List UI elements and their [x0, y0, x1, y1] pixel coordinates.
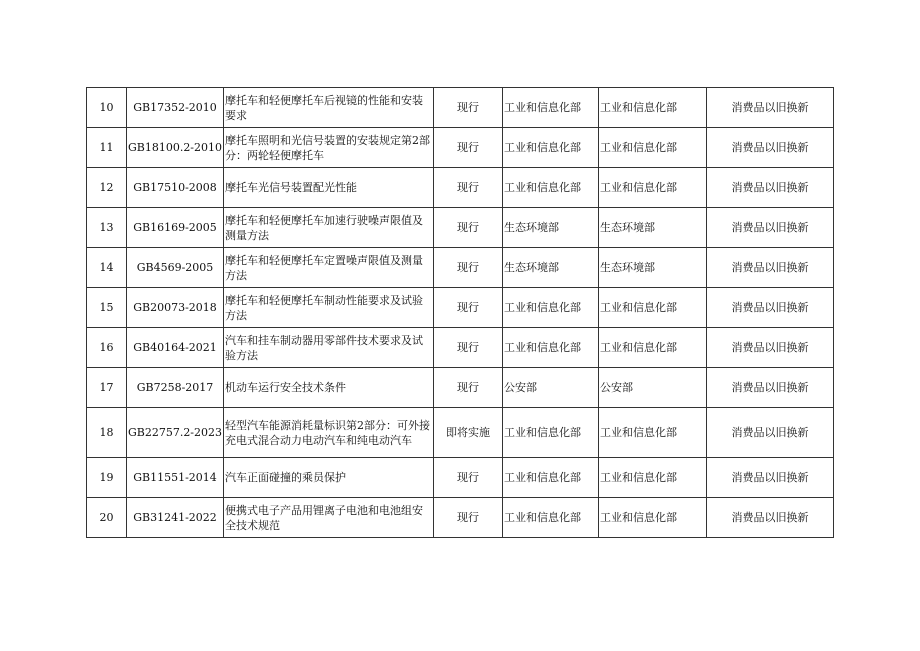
- table-row: [87, 248, 834, 288]
- program-category: 消费品以旧换新: [707, 498, 834, 538]
- standard-status: 现行: [434, 288, 503, 328]
- row-number: 13: [87, 208, 127, 248]
- supervising-department: 工业和信息化部: [599, 458, 707, 498]
- standard-name: 摩托车和轻便摩托车后视镜的性能和安装要求: [224, 88, 434, 128]
- standard-status: 现行: [434, 128, 503, 168]
- standard-status: 现行: [434, 208, 503, 248]
- responsible-department: 工业和信息化部: [503, 168, 599, 208]
- standard-code: GB7258-2017: [127, 368, 224, 408]
- row-number: 16: [87, 328, 127, 368]
- responsible-department: 工业和信息化部: [503, 328, 599, 368]
- standard-name: 机动车运行安全技术条件: [224, 368, 434, 408]
- table-row: [87, 288, 834, 328]
- standard-code: GB20073-2018: [127, 288, 224, 328]
- standard-name: 便携式电子产品用锂离子电池和电池组安全技术规范: [224, 498, 434, 538]
- program-category: 消费品以旧换新: [707, 408, 834, 458]
- program-category: 消费品以旧换新: [707, 328, 834, 368]
- row-number: 14: [87, 248, 127, 288]
- standard-name: 汽车和挂车制动器用零部件技术要求及试验方法: [224, 328, 434, 368]
- table-row: [87, 498, 834, 538]
- program-category: 消费品以旧换新: [707, 458, 834, 498]
- standard-name: 摩托车和轻便摩托车定置噪声限值及测量方法: [224, 248, 434, 288]
- program-category: 消费品以旧换新: [707, 288, 834, 328]
- table-row: [87, 368, 834, 408]
- standard-status: 现行: [434, 248, 503, 288]
- supervising-department: 工业和信息化部: [599, 128, 707, 168]
- standard-name: 摩托车光信号装置配光性能: [224, 168, 434, 208]
- row-number: 17: [87, 368, 127, 408]
- responsible-department: 工业和信息化部: [503, 88, 599, 128]
- responsible-department: 生态环境部: [503, 208, 599, 248]
- standard-status: 现行: [434, 368, 503, 408]
- standard-status: 现行: [434, 328, 503, 368]
- standard-code: GB31241-2022: [127, 498, 224, 538]
- standard-code: GB4569-2005: [127, 248, 224, 288]
- table-row: [87, 328, 834, 368]
- standard-name: 汽车正面碰撞的乘员保护: [224, 458, 434, 498]
- responsible-department: 工业和信息化部: [503, 128, 599, 168]
- responsible-department: 工业和信息化部: [503, 498, 599, 538]
- program-category: 消费品以旧换新: [707, 208, 834, 248]
- row-number: 11: [87, 128, 127, 168]
- standard-status: 现行: [434, 168, 503, 208]
- standards-table: [86, 87, 834, 538]
- row-number: 19: [87, 458, 127, 498]
- table-row: [87, 408, 834, 458]
- standard-status: 现行: [434, 458, 503, 498]
- program-category: 消费品以旧换新: [707, 128, 834, 168]
- supervising-department: 工业和信息化部: [599, 408, 707, 458]
- program-category: 消费品以旧换新: [707, 88, 834, 128]
- standard-status: 现行: [434, 498, 503, 538]
- standard-name: 摩托车照明和光信号装置的安装规定第2部分：两轮轻便摩托车: [224, 128, 434, 168]
- standard-code: GB18100.2-2010: [127, 128, 224, 168]
- responsible-department: 生态环境部: [503, 248, 599, 288]
- table-row: [87, 208, 834, 248]
- standard-code: GB17352-2010: [127, 88, 224, 128]
- standard-status: 现行: [434, 88, 503, 128]
- standard-status: 即将实施: [434, 408, 503, 458]
- program-category: 消费品以旧换新: [707, 248, 834, 288]
- standard-name: 摩托车和轻便摩托车加速行驶噪声限值及测量方法: [224, 208, 434, 248]
- program-category: 消费品以旧换新: [707, 368, 834, 408]
- table-row: [87, 128, 834, 168]
- row-number: 20: [87, 498, 127, 538]
- responsible-department: 工业和信息化部: [503, 288, 599, 328]
- table-row: [87, 168, 834, 208]
- table-row: [87, 458, 834, 498]
- standard-code: GB11551-2014: [127, 458, 224, 498]
- standard-code: GB40164-2021: [127, 328, 224, 368]
- standard-name: 轻型汽车能源消耗量标识第2部分：可外接充电式混合动力电动汽车和纯电动汽车: [224, 408, 434, 458]
- supervising-department: 公安部: [599, 368, 707, 408]
- responsible-department: 公安部: [503, 368, 599, 408]
- supervising-department: 生态环境部: [599, 208, 707, 248]
- row-number: 18: [87, 408, 127, 458]
- row-number: 15: [87, 288, 127, 328]
- responsible-department: 工业和信息化部: [503, 408, 599, 458]
- supervising-department: 工业和信息化部: [599, 328, 707, 368]
- program-category: 消费品以旧换新: [707, 168, 834, 208]
- standard-code: GB17510-2008: [127, 168, 224, 208]
- row-number: 10: [87, 88, 127, 128]
- supervising-department: 工业和信息化部: [599, 168, 707, 208]
- standard-name: 摩托车和轻便摩托车制动性能要求及试验方法: [224, 288, 434, 328]
- supervising-department: 工业和信息化部: [599, 288, 707, 328]
- supervising-department: 生态环境部: [599, 248, 707, 288]
- standard-code: GB22757.2-2023: [127, 408, 224, 458]
- row-number: 12: [87, 168, 127, 208]
- supervising-department: 工业和信息化部: [599, 498, 707, 538]
- responsible-department: 工业和信息化部: [503, 458, 599, 498]
- supervising-department: 工业和信息化部: [599, 88, 707, 128]
- standard-code: GB16169-2005: [127, 208, 224, 248]
- table-row: [87, 88, 834, 128]
